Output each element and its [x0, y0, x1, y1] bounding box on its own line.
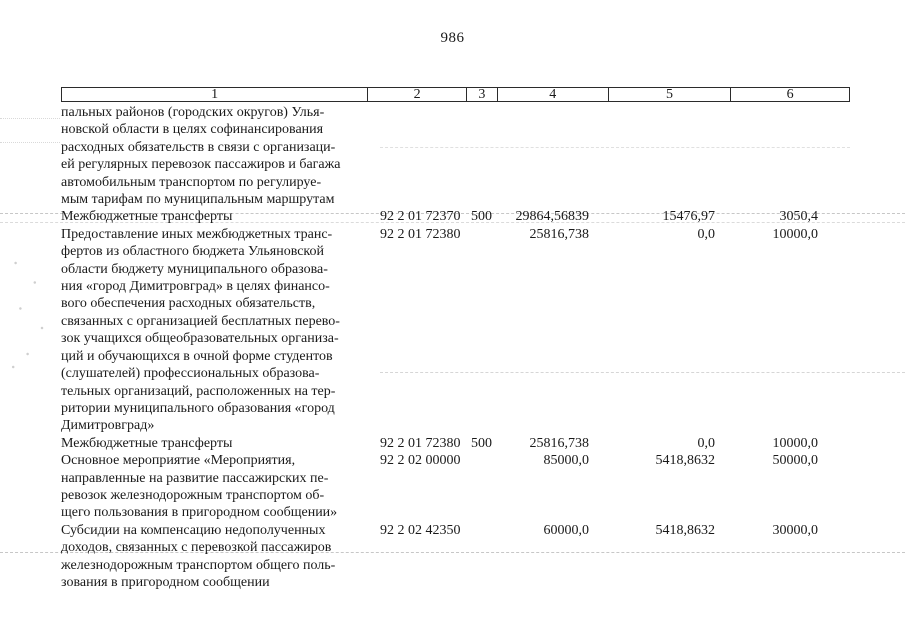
- row-budget-code: 92 2 01 72380: [380, 435, 461, 451]
- description-line: вого обеспечения расходных обязательств,: [61, 296, 316, 312]
- description-line: мым тарифам по муниципальным маршрутам: [61, 192, 335, 208]
- description-line: (слушателей) профессиональных образова-: [61, 366, 320, 382]
- description-line: связанных с организацией бесплатных перево-: [61, 313, 340, 329]
- row-description: [61, 208, 368, 225]
- table-row: [61, 208, 850, 225]
- row-value-col5: 0,0: [697, 226, 715, 242]
- row-budget-code: [368, 104, 467, 208]
- row-budget-code: 92 2 02 00000: [380, 453, 461, 469]
- description-line: новской области в целях софинансирования: [61, 122, 324, 138]
- table-row: [61, 435, 850, 452]
- row-value-col4: 29864,56839: [515, 209, 589, 225]
- table-header-cell: 1: [62, 88, 368, 101]
- table-row: [61, 226, 850, 435]
- row-budget-code: 92 2 02 42350: [380, 522, 461, 538]
- table-body: [61, 104, 850, 591]
- row-expense-type: [467, 226, 498, 435]
- description-line: автомобильным транспортом по регулируе-: [61, 174, 322, 190]
- description-line: ей регулярных перевозок пассажиров и багажа: [61, 157, 341, 173]
- description-line: железнодорожным транспортом общего поль-: [61, 557, 336, 573]
- table-header-cell: 3: [467, 88, 498, 101]
- description-line: фертов из областного бюджета Ульяновской: [61, 244, 325, 260]
- table-header-cell: 6: [786, 87, 794, 102]
- description-line: ния «город Димитровград» в целях финансо-: [61, 279, 330, 295]
- row-value-col6: 3050,4: [779, 209, 818, 225]
- description-line: направленные на развитие пассажирских пе-: [61, 470, 329, 486]
- row-value-col6: 50000,0: [772, 453, 818, 469]
- row-value-col4: 25816,738: [529, 226, 589, 242]
- row-expense-type: [467, 452, 498, 522]
- row-budget-code: 92 2 01 72380: [380, 226, 461, 242]
- description-line: Субсидии на компенсацию недополученных: [61, 522, 326, 538]
- description-line: Основное мероприятие «Мероприятия,: [61, 453, 296, 469]
- scan-speckle: [6, 250, 54, 380]
- description-line: области бюджету муниципального образова-: [61, 261, 328, 277]
- scan-artifact-line: [0, 118, 60, 119]
- row-expense-type: [467, 104, 498, 208]
- description-line: зок учащихся общеобразовательных организа-: [61, 331, 339, 347]
- page-number: 986: [440, 30, 465, 46]
- description-line: зования в пригородном сообщении: [61, 574, 270, 590]
- row-expense-type: 500: [471, 435, 492, 451]
- row-value-col4: [498, 104, 609, 208]
- table-header-cell: 4: [498, 88, 609, 101]
- row-value-col5: [609, 104, 732, 208]
- row-budget-code: 92 2 01 72370: [380, 209, 461, 225]
- description-line: Межбюджетные трансферты: [61, 209, 233, 225]
- row-value-col5: 5418,8632: [655, 453, 715, 469]
- table-header-cell: 2: [368, 88, 467, 101]
- scan-artifact-line: [0, 142, 60, 143]
- row-value-col5: 5418,8632: [655, 522, 715, 538]
- description-line: тельных организаций, расположенных на тер-: [61, 383, 336, 399]
- row-description: [61, 522, 368, 592]
- description-line: щего пользования в пригородном сообщении»: [61, 505, 338, 521]
- description-line: Межбюджетные трансферты: [61, 435, 233, 451]
- row-description: [61, 104, 368, 208]
- row-value-col6: [732, 104, 850, 208]
- row-value-col6: 10000,0: [772, 226, 818, 242]
- table-row: [61, 522, 850, 592]
- row-value-col5: 15476,97: [662, 209, 715, 225]
- row-value-col4: 25816,738: [529, 435, 589, 451]
- row-description: [61, 435, 368, 452]
- description-line: пальных районов (городских округов) Улья-: [61, 105, 325, 120]
- table-row: [61, 452, 850, 522]
- description-line: Предоставление иных межбюджетных транс-: [61, 226, 333, 242]
- row-value-col4: 85000,0: [543, 453, 589, 469]
- row-description: [61, 452, 368, 522]
- table-header-row: [61, 87, 850, 102]
- description-line: доходов, связанных с перевозкой пассажиров: [61, 540, 332, 556]
- row-value-col5: 0,0: [697, 435, 715, 451]
- description-line: расходных обязательств в связи с организаци-: [61, 139, 336, 155]
- row-expense-type: [467, 522, 498, 592]
- description-line: Димитровград»: [61, 418, 155, 434]
- row-value-col6: 10000,0: [772, 435, 818, 451]
- description-line: ций и обучающихся в очной форме студентов: [61, 348, 333, 364]
- row-expense-type: 500: [471, 209, 492, 225]
- table-header-cell: 5: [609, 88, 732, 101]
- description-line: ревозок железнодорожным транспортом об-: [61, 487, 325, 503]
- row-description: [61, 226, 368, 435]
- description-line: ритории муниципального образования «город: [61, 400, 335, 416]
- row-value-col4: 60000,0: [543, 522, 589, 538]
- row-value-col6: 30000,0: [772, 522, 818, 538]
- table-row: [61, 104, 850, 208]
